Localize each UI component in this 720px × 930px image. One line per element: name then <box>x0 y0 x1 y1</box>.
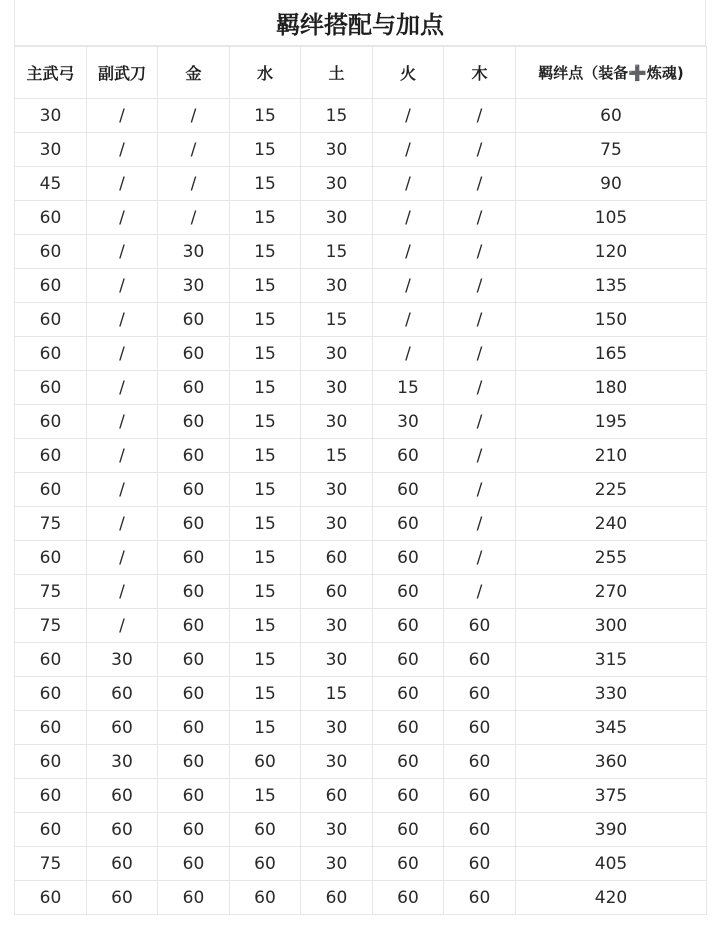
cell-water: 60 <box>230 881 301 915</box>
cell-fire: 60 <box>373 507 444 541</box>
cell-sub-weapon-blade: 30 <box>87 643 158 677</box>
cell-bond-points: 150 <box>516 303 707 337</box>
cell-metal: 60 <box>158 371 230 405</box>
cell-sub-weapon-blade: / <box>87 201 158 235</box>
header-row <box>15 47 707 99</box>
cell-main-weapon-bow: 75 <box>15 847 87 881</box>
cell-metal: 60 <box>158 303 230 337</box>
table-row <box>15 201 707 235</box>
cell-wood: / <box>444 99 516 133</box>
cell-earth: 30 <box>301 643 373 677</box>
cell-sub-weapon-blade: / <box>87 405 158 439</box>
cell-bond-points: 240 <box>516 507 707 541</box>
cell-earth: 30 <box>301 371 373 405</box>
cell-wood: / <box>444 167 516 201</box>
cell-main-weapon-bow: 75 <box>15 609 87 643</box>
cell-earth: 30 <box>301 745 373 779</box>
cell-metal: 60 <box>158 711 230 745</box>
cell-metal: 60 <box>158 745 230 779</box>
cell-main-weapon-bow: 45 <box>15 167 87 201</box>
cell-bond-points: 270 <box>516 575 707 609</box>
cell-sub-weapon-blade: 60 <box>87 711 158 745</box>
cell-fire: 60 <box>373 881 444 915</box>
cell-earth: 15 <box>301 439 373 473</box>
cell-water: 15 <box>230 643 301 677</box>
table-row <box>15 711 707 745</box>
cell-water: 15 <box>230 575 301 609</box>
cell-sub-weapon-blade: / <box>87 269 158 303</box>
cell-metal: 60 <box>158 405 230 439</box>
cell-water: 15 <box>230 711 301 745</box>
cell-main-weapon-bow: 60 <box>15 677 87 711</box>
cell-sub-weapon-blade: 60 <box>87 847 158 881</box>
cell-wood: / <box>444 405 516 439</box>
cell-earth: 60 <box>301 575 373 609</box>
cell-metal: 30 <box>158 269 230 303</box>
cell-bond-points: 135 <box>516 269 707 303</box>
table-row <box>15 371 707 405</box>
table-row <box>15 813 707 847</box>
cell-metal: 60 <box>158 813 230 847</box>
cell-water: 15 <box>230 269 301 303</box>
cell-water: 15 <box>230 133 301 167</box>
cell-sub-weapon-blade: / <box>87 507 158 541</box>
table-row <box>15 643 707 677</box>
cell-metal: / <box>158 99 230 133</box>
cell-fire: / <box>373 133 444 167</box>
cell-metal: 60 <box>158 643 230 677</box>
cell-bond-points: 105 <box>516 201 707 235</box>
cell-fire: 15 <box>373 371 444 405</box>
cell-wood: 60 <box>444 881 516 915</box>
cell-main-weapon-bow: 60 <box>15 541 87 575</box>
cell-metal: 60 <box>158 575 230 609</box>
cell-metal: 60 <box>158 473 230 507</box>
cell-metal: / <box>158 167 230 201</box>
cell-fire: 60 <box>373 575 444 609</box>
cell-wood: 60 <box>444 711 516 745</box>
cell-wood: / <box>444 133 516 167</box>
cell-water: 15 <box>230 779 301 813</box>
cell-fire: 60 <box>373 847 444 881</box>
cell-wood: / <box>444 371 516 405</box>
cell-main-weapon-bow: 60 <box>15 745 87 779</box>
cell-earth: 60 <box>301 541 373 575</box>
cell-wood: / <box>444 201 516 235</box>
cell-fire: / <box>373 337 444 371</box>
cell-wood: / <box>444 507 516 541</box>
cell-wood: / <box>444 303 516 337</box>
cell-bond-points: 405 <box>516 847 707 881</box>
cell-fire: / <box>373 201 444 235</box>
cell-sub-weapon-blade: / <box>87 609 158 643</box>
cell-water: 15 <box>230 439 301 473</box>
cell-water: 15 <box>230 337 301 371</box>
cell-main-weapon-bow: 60 <box>15 711 87 745</box>
cell-earth: 30 <box>301 405 373 439</box>
cell-wood: 60 <box>444 813 516 847</box>
cell-metal: 30 <box>158 235 230 269</box>
cell-metal: 60 <box>158 507 230 541</box>
cell-metal: 60 <box>158 677 230 711</box>
table-row <box>15 269 707 303</box>
cell-wood: / <box>444 439 516 473</box>
header-main-weapon-bow: 主武弓 <box>15 47 87 99</box>
cell-sub-weapon-blade: / <box>87 371 158 405</box>
cell-main-weapon-bow: 30 <box>15 133 87 167</box>
cell-bond-points: 330 <box>516 677 707 711</box>
cell-main-weapon-bow: 60 <box>15 235 87 269</box>
header-fire: 火 <box>373 47 444 99</box>
cell-sub-weapon-blade: 60 <box>87 881 158 915</box>
table-row <box>15 337 707 371</box>
table-row <box>15 609 707 643</box>
cell-wood: / <box>444 337 516 371</box>
cell-metal: 60 <box>158 847 230 881</box>
cell-water: 15 <box>230 541 301 575</box>
cell-earth: 30 <box>301 167 373 201</box>
header-bond-points: 羁绊点（装备➕炼魂) <box>516 47 707 99</box>
cell-sub-weapon-blade: / <box>87 235 158 269</box>
cell-sub-weapon-blade: / <box>87 133 158 167</box>
cell-sub-weapon-blade: / <box>87 575 158 609</box>
header-metal: 金 <box>158 47 230 99</box>
cell-sub-weapon-blade: / <box>87 303 158 337</box>
cell-water: 15 <box>230 405 301 439</box>
cell-sub-weapon-blade: 30 <box>87 745 158 779</box>
cell-bond-points: 375 <box>516 779 707 813</box>
cell-fire: / <box>373 303 444 337</box>
table-row <box>15 745 707 779</box>
cell-metal: 60 <box>158 779 230 813</box>
table-title: 羁绊搭配与加点 <box>14 0 706 46</box>
cell-wood: 60 <box>444 677 516 711</box>
cell-wood: 60 <box>444 779 516 813</box>
table-row <box>15 133 707 167</box>
cell-metal: / <box>158 201 230 235</box>
cell-fire: / <box>373 235 444 269</box>
cell-water: 15 <box>230 507 301 541</box>
header-earth: 土 <box>301 47 373 99</box>
cell-water: 15 <box>230 473 301 507</box>
cell-wood: / <box>444 473 516 507</box>
table-row <box>15 303 707 337</box>
cell-main-weapon-bow: 75 <box>15 507 87 541</box>
cell-water: 15 <box>230 167 301 201</box>
cell-wood: 60 <box>444 745 516 779</box>
cell-earth: 30 <box>301 133 373 167</box>
cell-bond-points: 210 <box>516 439 707 473</box>
cell-earth: 30 <box>301 813 373 847</box>
cell-fire: 30 <box>373 405 444 439</box>
table-row <box>15 473 707 507</box>
cell-water: 15 <box>230 371 301 405</box>
cell-bond-points: 345 <box>516 711 707 745</box>
table-row <box>15 847 707 881</box>
cell-earth: 60 <box>301 779 373 813</box>
cell-earth: 15 <box>301 235 373 269</box>
header-wood: 木 <box>444 47 516 99</box>
table-row <box>15 167 707 201</box>
header-sub-weapon-blade: 副武刀 <box>87 47 158 99</box>
cell-fire: 60 <box>373 541 444 575</box>
cell-earth: 30 <box>301 269 373 303</box>
cell-bond-points: 180 <box>516 371 707 405</box>
cell-fire: 60 <box>373 473 444 507</box>
cell-earth: 30 <box>301 711 373 745</box>
bond-allocation-table <box>14 46 707 915</box>
table-row <box>15 575 707 609</box>
header-water: 水 <box>230 47 301 99</box>
cell-main-weapon-bow: 60 <box>15 303 87 337</box>
cell-water: 60 <box>230 847 301 881</box>
cell-main-weapon-bow: 30 <box>15 99 87 133</box>
cell-wood: 60 <box>444 847 516 881</box>
cell-earth: 30 <box>301 201 373 235</box>
cell-wood: / <box>444 269 516 303</box>
cell-main-weapon-bow: 60 <box>15 405 87 439</box>
cell-main-weapon-bow: 60 <box>15 371 87 405</box>
cell-bond-points: 360 <box>516 745 707 779</box>
cell-bond-points: 225 <box>516 473 707 507</box>
cell-earth: 30 <box>301 337 373 371</box>
cell-water: 15 <box>230 677 301 711</box>
cell-bond-points: 195 <box>516 405 707 439</box>
cell-main-weapon-bow: 60 <box>15 473 87 507</box>
cell-sub-weapon-blade: 60 <box>87 813 158 847</box>
cell-bond-points: 120 <box>516 235 707 269</box>
table-row <box>15 677 707 711</box>
cell-main-weapon-bow: 60 <box>15 881 87 915</box>
table-row <box>15 541 707 575</box>
cell-fire: / <box>373 99 444 133</box>
cell-fire: 60 <box>373 745 444 779</box>
cell-main-weapon-bow: 60 <box>15 643 87 677</box>
cell-water: 15 <box>230 201 301 235</box>
cell-fire: / <box>373 167 444 201</box>
table-row <box>15 235 707 269</box>
cell-earth: 15 <box>301 99 373 133</box>
cell-bond-points: 90 <box>516 167 707 201</box>
bond-table-sheet <box>14 0 706 915</box>
cell-bond-points: 60 <box>516 99 707 133</box>
cell-fire: 60 <box>373 677 444 711</box>
cell-sub-weapon-blade: / <box>87 473 158 507</box>
cell-metal: 60 <box>158 337 230 371</box>
cell-main-weapon-bow: 60 <box>15 813 87 847</box>
table-row <box>15 439 707 473</box>
cell-fire: / <box>373 269 444 303</box>
cell-sub-weapon-blade: / <box>87 541 158 575</box>
cell-earth: 60 <box>301 881 373 915</box>
cell-water: 15 <box>230 235 301 269</box>
cell-main-weapon-bow: 75 <box>15 575 87 609</box>
cell-main-weapon-bow: 60 <box>15 779 87 813</box>
table-row <box>15 779 707 813</box>
cell-metal: 60 <box>158 881 230 915</box>
cell-bond-points: 315 <box>516 643 707 677</box>
cell-sub-weapon-blade: / <box>87 167 158 201</box>
cell-main-weapon-bow: 60 <box>15 439 87 473</box>
cell-bond-points: 75 <box>516 133 707 167</box>
cell-main-weapon-bow: 60 <box>15 269 87 303</box>
cell-sub-weapon-blade: / <box>87 439 158 473</box>
cell-water: 60 <box>230 745 301 779</box>
cell-earth: 30 <box>301 609 373 643</box>
table-row <box>15 99 707 133</box>
cell-earth: 30 <box>301 847 373 881</box>
cell-wood: / <box>444 575 516 609</box>
cell-wood: 60 <box>444 609 516 643</box>
cell-bond-points: 420 <box>516 881 707 915</box>
cell-wood: 60 <box>444 643 516 677</box>
cell-metal: 60 <box>158 439 230 473</box>
cell-sub-weapon-blade: 60 <box>87 677 158 711</box>
cell-wood: / <box>444 235 516 269</box>
cell-bond-points: 390 <box>516 813 707 847</box>
table-row <box>15 507 707 541</box>
cell-main-weapon-bow: 60 <box>15 201 87 235</box>
cell-water: 15 <box>230 303 301 337</box>
cell-metal: / <box>158 133 230 167</box>
cell-fire: 60 <box>373 711 444 745</box>
table-body <box>15 99 707 915</box>
cell-bond-points: 300 <box>516 609 707 643</box>
cell-metal: 60 <box>158 609 230 643</box>
table-row <box>15 405 707 439</box>
table-row <box>15 881 707 915</box>
cell-fire: 60 <box>373 609 444 643</box>
cell-sub-weapon-blade: 60 <box>87 779 158 813</box>
cell-fire: 60 <box>373 813 444 847</box>
cell-sub-weapon-blade: / <box>87 99 158 133</box>
cell-earth: 30 <box>301 507 373 541</box>
cell-water: 15 <box>230 609 301 643</box>
cell-earth: 30 <box>301 473 373 507</box>
cell-main-weapon-bow: 60 <box>15 337 87 371</box>
cell-earth: 15 <box>301 677 373 711</box>
cell-fire: 60 <box>373 439 444 473</box>
cell-metal: 60 <box>158 541 230 575</box>
cell-fire: 60 <box>373 779 444 813</box>
cell-water: 15 <box>230 99 301 133</box>
cell-wood: / <box>444 541 516 575</box>
cell-fire: 60 <box>373 643 444 677</box>
cell-bond-points: 255 <box>516 541 707 575</box>
cell-bond-points: 165 <box>516 337 707 371</box>
cell-earth: 15 <box>301 303 373 337</box>
cell-sub-weapon-blade: / <box>87 337 158 371</box>
cell-water: 60 <box>230 813 301 847</box>
